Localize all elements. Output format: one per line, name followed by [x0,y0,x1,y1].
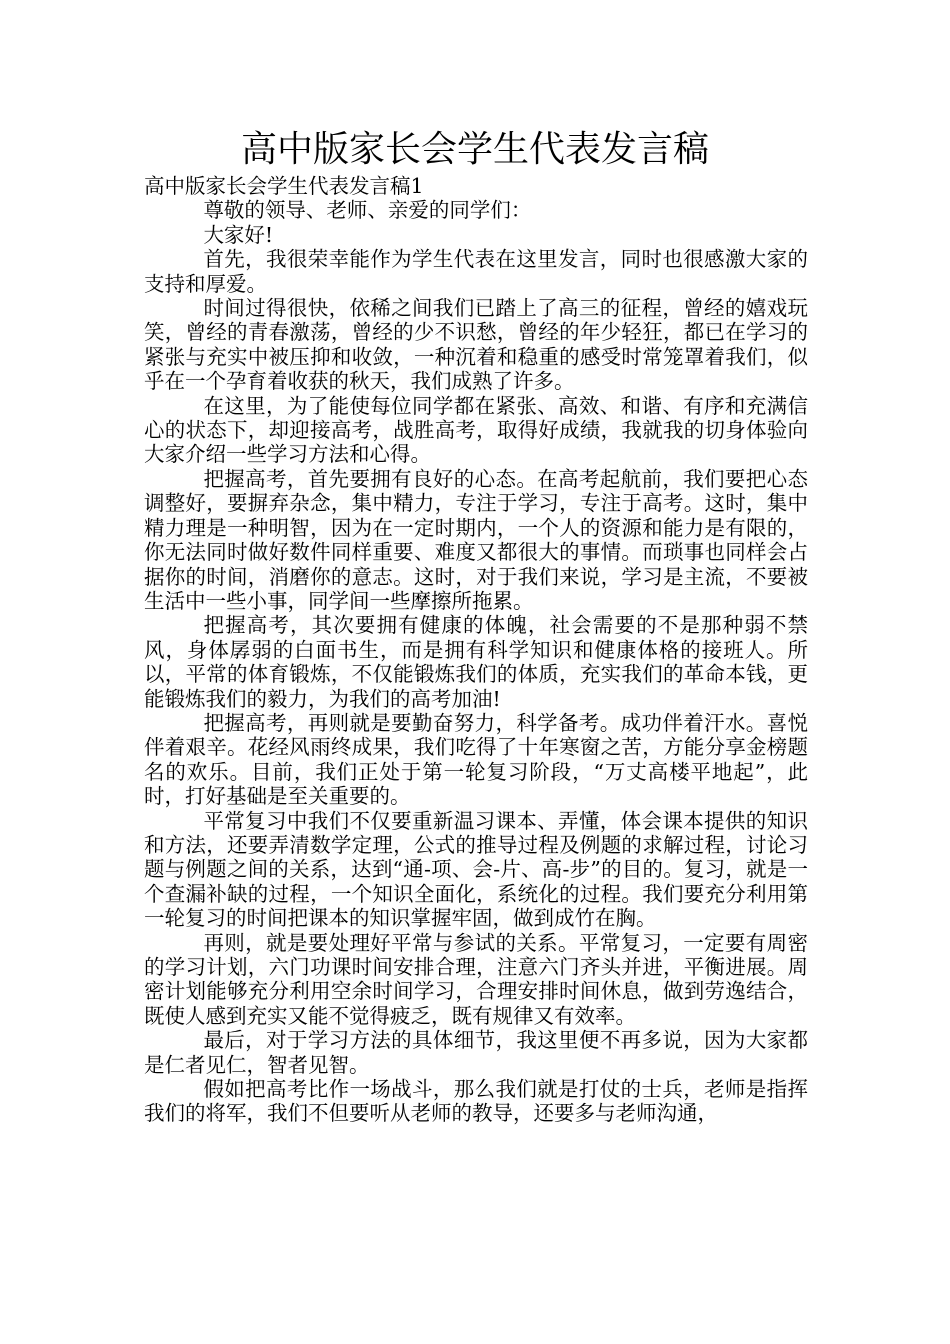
paragraph: 时间过得很快，依稀之间我们已踏上了高三的征程，曾经的嬉戏玩笑，曾经的青春激荡，曾经的少不识愁，曾经的年少轻狂，都已在学习的紧张与充实中被压抑和收敛，一种沉着和稳重的感受时常笼罩着我们，似乎在一个孕育着收获的秋天，我们成熟了许多。 [144,296,808,394]
paragraph: 假如把高考比作一场战斗，那么我们就是打仗的士兵，老师是指挥我们的将军，我们不但要听从老师的教导，还要多与老师沟通， [144,1077,808,1126]
paragraph: 再则，就是要处理好平常与参试的关系。平常复习，一定要有周密的学习计划，六门功课时间安排合理，注意六门齐头并进，平衡进展。周密计划能够充分利用空余时间学习，合理安排时间休息，做到劳逸结合，既使人感到充实又能不觉得疲乏，既有规律又有效率。 [144,930,808,1028]
paragraph: 平常复习中我们不仅要重新温习课本、弄懂，体会课本提供的知识和方法，还要弄清数学定理，公式的推导过程及例题的求解过程，讨论习题与例题之间的关系，达到“通-项、会-片、高-步”的目的。复习，就是一个查漏补缺的过程，一个知识全面化，系统化的过程。我们要充分利用第一轮复习的时间把课本的知识掌握牢固，做到成竹在胸。 [144,808,808,931]
paragraph: 把握高考，其次要拥有健康的体魄，社会需要的不是那种弱不禁风，身体孱弱的白面书生，而是拥有科学知识和健康体格的接班人。所以，平常的体育锻炼，不仅能锻炼我们的体质，充实我们的革命本钱，更能锻炼我们的毅力，为我们的高考加油! [144,613,808,711]
paragraph: 最后，对于学习方法的具体细节，我这里便不再多说，因为大家都是仁者见仁，智者见智。 [144,1028,808,1077]
paragraph: 把握高考，首先要拥有良好的心态。在高考起航前，我们要把心态调整好，要摒弃杂念，集中精力，专注于学习，专注于高考。这时，集中精力理是一种明智，因为在一定时期内，一个人的资源和能力是有限的，你无法同时做好数件同样重要、难度又都很大的事情。而琐事也同样会占据你的时间，消磨你的意志。这时，对于我们来说，学习是主流，不要被生活中一些小事，同学间一些摩擦所拖累。 [144,466,808,613]
section-heading: 高中版家长会学生代表发言稿1 [144,174,424,198]
paragraph: 在这里，为了能使每位同学都在紧张、高效、和谐、有序和充满信心的状态下，却迎接高考，战胜高考，取得好成绩，我就我的切身体验向大家介绍一些学习方法和心得。 [144,393,808,467]
paragraph: 把握高考，再则就是要勤奋努力，科学备考。成功伴着汗水。喜悦伴着艰辛。花经风雨终成果，我们吃得了十年寒窗之苦，方能分享金榜题名的欢乐。目前，我们正处于第一轮复习阶段，“万丈高楼平地起”，此时，打好基础是至关重要的。 [144,710,808,809]
paragraph-greeting: 大家好! [203,222,274,247]
document-title: 高中版家长会学生代表发言稿 [240,129,709,170]
paragraph: 首先，我很荣幸能作为学生代表在这里发言，同时也很感激大家的支持和厚爱。 [144,247,808,296]
document-body [144,174,808,1126]
paragraph-salutation: 尊敬的领导、老师、亲爱的同学们： [203,198,532,223]
